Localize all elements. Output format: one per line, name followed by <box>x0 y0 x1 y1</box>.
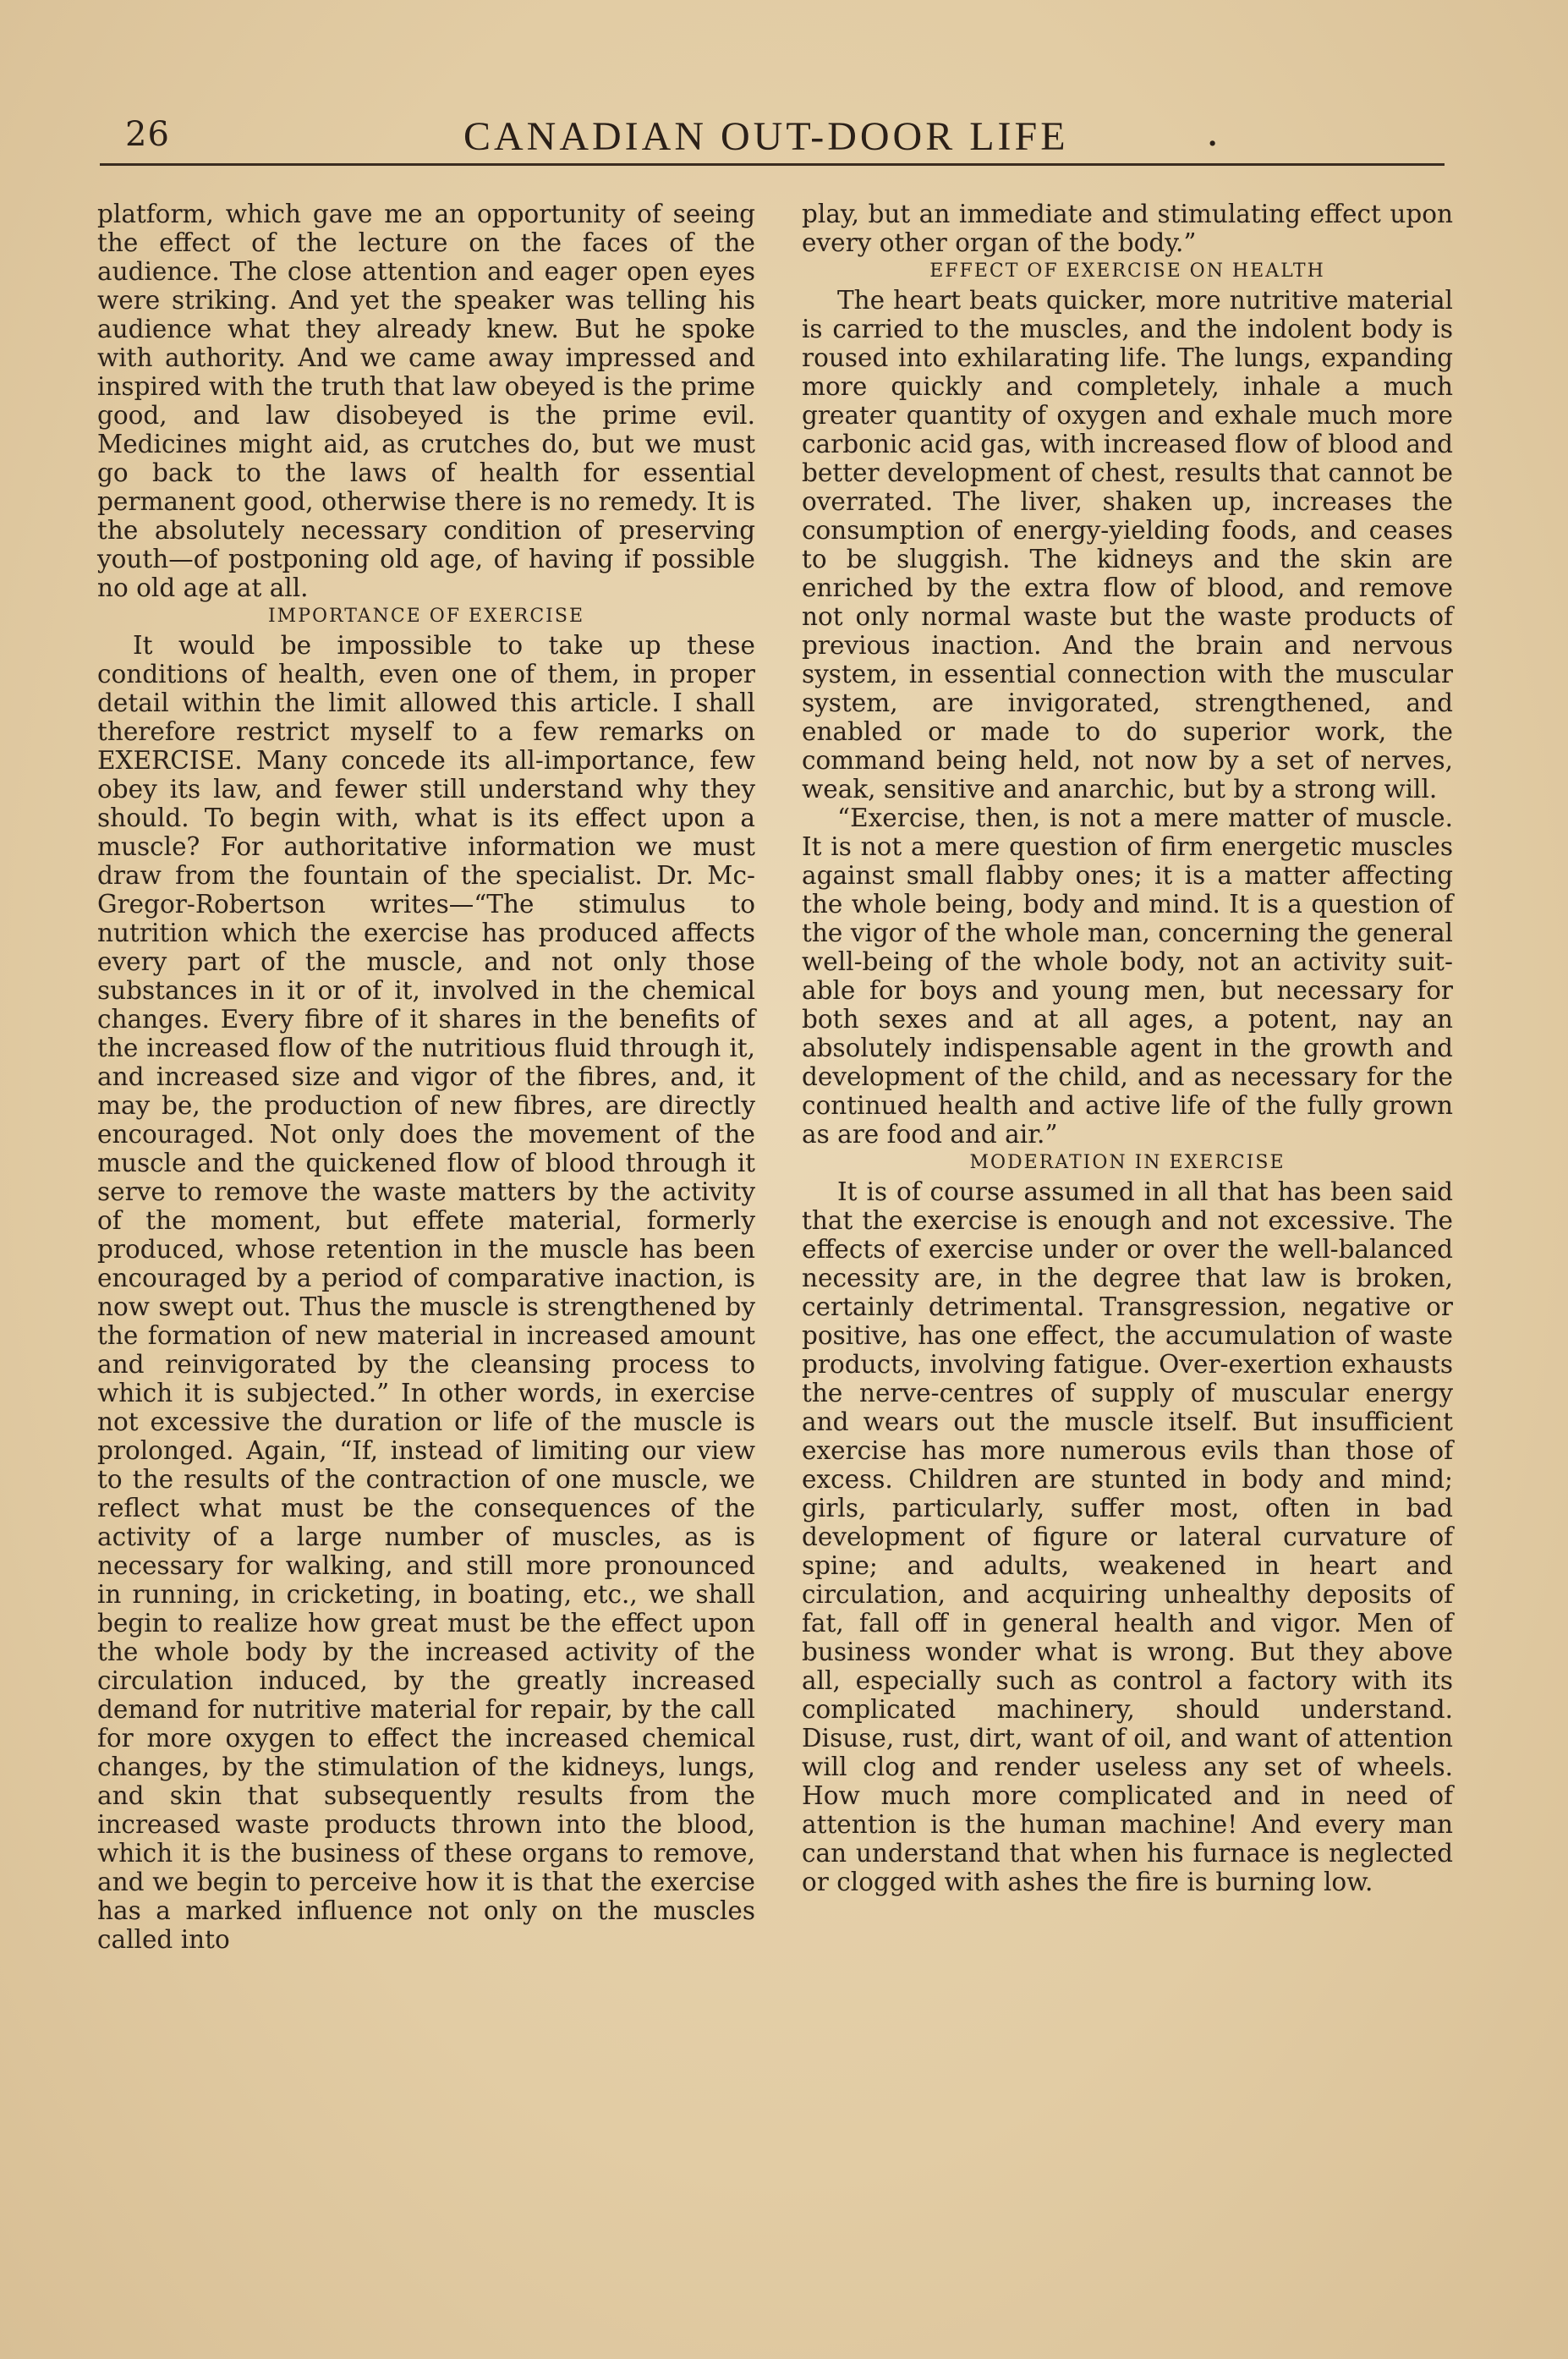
paragraph-exercise-quote: “Exercise, then, is not a mere matter of muscle. It is not a mere question of firm energetic muscles against small flabby ones; it is a matter affecting the whole being, body and mind. It is a question of the vigor of the whole man, concerning the general well-being of the whole body, not an activity suitable for boys and young men, but necessary for both sexes and at all ages, a potent, nay an absolutely indispensable agent in the growth and development of the child, and as necessary for the continued health and active life of the fully grown as are food and air.” <box>802 804 1453 1149</box>
section-heading-importance: IMPORTANCE OF EXERCISE <box>267 606 585 627</box>
paragraph-play: play, but an immediate and stimulating effect upon every other organ of the body.” <box>802 200 1453 257</box>
right-column <box>802 200 1453 1896</box>
paragraph-heart: The heart beats quicker, more nutritive material is carried to the muscles, and the indolent body is roused into exhilarating life. The lungs, expanding more quickly and completely, inhale a much greater quantity of oxygen and exhale much more carbonic acid gas, with increased flow of blood and better development of chest, results that cannot be overrated. The liver, shaken up, increases the consumption of energy-yielding foods, and ceases to be sluggish. The kidneys and the skin are enriched by the extra flow of blood, and remove not only normal waste but the waste products of previous inaction. And the brain and nervous system, in essential connection with the muscular system, are invigorated, strengthened, and enabled or made to do superior work, the command being held, not now by a set of nerves, weak, sensitive and anarchic, but by a strong will. <box>802 286 1453 804</box>
running-header <box>100 108 1445 167</box>
left-column <box>97 200 755 1954</box>
header-mark: . <box>1206 108 1220 156</box>
header-rule <box>100 163 1445 166</box>
running-title: CANADIAN OUT-DOOR LIFE <box>463 114 1069 159</box>
section-heading-effect: EFFECT OF EXERCISE ON HEALTH <box>929 261 1325 282</box>
paragraph-importance: It would be impossible to take up these conditions of health, even one of them, in proper detail within the limit allowed this article. I shall therefore restrict myself to a few remarks on EXERCISE. Many concede its all-importance, few obey its law, and fewer still understand why they should. To begin with, what is its effect upon a muscle? For authoritative information we must draw from the fountain of the specialist. Dr. McGregor-Robertson writes—“The stimulus to nutrition which the exercise has produced affects every part of the muscle, and not only those substances in it or of it, involved in the chemical changes. Every fibre of it shares in the benefits of the increased flow of the nutritious fluid through it, and increased size and vigor of the fibres, and, it may be, the production of new fibres, are directly encouraged. Not only does the movement of the muscle and the quickened flow of blood through it serve to remove the waste matters by the activity of the moment, but effete material, formerly produced, whose retention in the muscle has been encouraged by a period of comparative inaction, is now swept out. Thus the muscle is strengthened by the formation of new material in increased amount and reinvigorated by the cleansing process to which it is subjected.” In other words, in exercise not excessive the duration or life of the muscle is prolonged. Again, “If, instead of limiting our view to the results of the contraction of one muscle, we reflect what must be the consequences of the activity of a large number of muscles, as is necessary for walking, and still more pronounced in running, in cricketing, in boating, etc., we shall begin to realize how great must be the effect upon the whole body by the increased activity of the circulation induced, by the greatly increased demand for nutritive material for repair, by the call for more oxygen to effect the increased chemical changes, by the stimulation of the kidneys, lungs, and skin that subsequently results from the increased waste products thrown into the blood, which it is the business of these organs to remove, and we begin to perceive how it is that the exercise has a marked influence not only on the muscles called into <box>97 631 755 1954</box>
page-number: 26 <box>125 115 170 154</box>
section-heading-moderation: MODERATION IN EXERCISE <box>969 1152 1286 1173</box>
paragraph-platform: platform, which gave me an opportunity of seeing the effect of the lecture on the faces of the audience. The close attention and eager open eyes were striking. And yet the speaker was telling his audience what they already knew. But he spoke with authority. And we came away impressed and inspired with the truth that law obeyed is the prime good, and law disobeyed is the prime evil. Medicines might aid, as crutches do, but we must go back to the laws of health for essential permanent good, otherwise there is no remedy. It is the absolutely necessary condition of preserving youth—of postponing old age, of having if possible no old age at all. <box>97 200 755 602</box>
paragraph-moderation: It is of course assumed in all that has been said that the exercise is enough and not excessive. The effects of exercise under or over the well-balanced necessity are, in the degree that law is broken, certainly detrimental. Transgression, negative or positive, has one effect, the accumulation of waste products, involving fatigue. Over-exertion exhausts the nerve-centres of supply of muscular energy and wears out the muscle itself. But insufficient exercise has more numerous evils than those of excess. Children are stunted in body and mind; girls, particularly, suffer most, often in bad development of figure or lateral curvature of spine; and adults, weakened in heart and circulation, and acquiring unhealthy deposits of fat, fall off in general health and vigor. Men of business wonder what is wrong. But they above all, especially such as control a factory with its complicated machinery, should understand. Disuse, rust, dirt, want of oil, and want of attention will clog and render useless any set of wheels. How much more complicated and in need of attention is the human machine! And every man can understand that when his furnace is neglected or clogged with ashes the fire is burning low. <box>802 1177 1453 1896</box>
